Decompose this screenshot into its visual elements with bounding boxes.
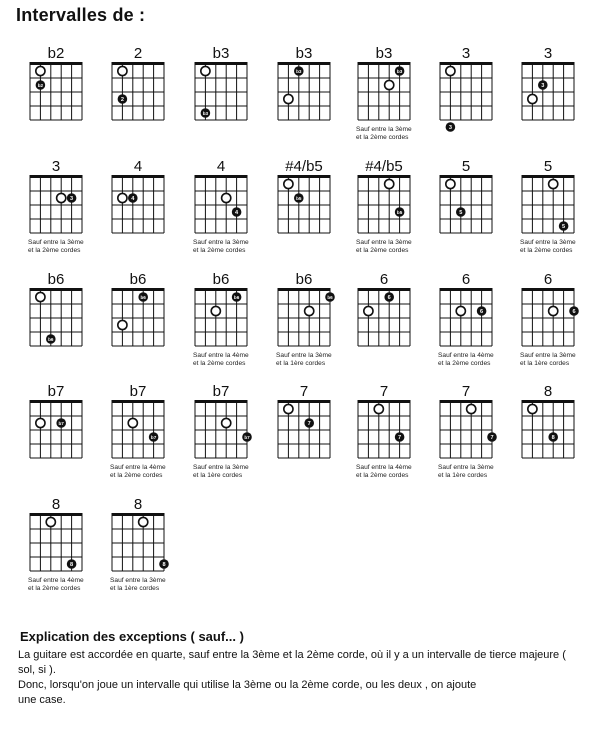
interval-note-marker	[569, 306, 579, 316]
root-note-marker	[118, 193, 127, 202]
interval-dot-label: 3	[541, 82, 545, 89]
interval-diagram	[110, 155, 190, 237]
exception-note: Sauf entre la 3ème	[438, 464, 494, 471]
interval-diagram	[520, 268, 600, 374]
root-note-marker	[446, 66, 455, 75]
root-note-marker	[128, 418, 137, 427]
exception-note: et la 2ème cordes	[520, 247, 573, 254]
root-note-marker	[284, 404, 293, 413]
interval-note-marker	[67, 559, 77, 569]
interval-label: 7	[299, 383, 309, 400]
root-note-marker	[118, 66, 127, 75]
root-note-marker	[211, 306, 220, 315]
root-note-marker	[305, 306, 314, 315]
interval-label: b6	[47, 271, 65, 288]
interval-dot-label: b3	[202, 110, 209, 116]
interval-diagram	[276, 268, 356, 374]
interval-label: b6	[129, 271, 147, 288]
interval-note-marker	[294, 193, 304, 203]
interval-diagram	[193, 42, 273, 124]
root-note-marker	[528, 404, 537, 413]
exception-note: Sauf entre la 3ème	[356, 126, 412, 133]
interval-diagram	[193, 268, 273, 374]
exception-note: et la 2ème cordes	[438, 360, 491, 367]
fretboard-svg	[28, 380, 108, 462]
root-note-marker	[467, 404, 476, 413]
interval-diagram	[28, 155, 108, 261]
exception-note: Sauf entre la 3ème	[110, 577, 166, 584]
interval-dot-label: b6	[233, 294, 240, 300]
fretboard-svg	[438, 155, 518, 237]
fretboard-svg	[356, 380, 436, 486]
fretboard-svg	[28, 42, 108, 124]
interval-label: 5	[543, 158, 553, 175]
nut	[278, 62, 331, 65]
interval-note-marker	[538, 80, 548, 90]
nut	[30, 513, 83, 516]
interval-diagram	[28, 493, 108, 599]
root-note-marker	[36, 66, 45, 75]
root-note-marker	[385, 179, 394, 188]
interval-note-marker	[201, 108, 211, 118]
interval-note-marker	[487, 432, 497, 442]
nut	[30, 288, 83, 291]
explanation-title: Explication des exceptions ( sauf... )	[20, 629, 244, 644]
exception-note: et la 1ère cordes	[276, 360, 326, 367]
interval-diagram	[276, 155, 356, 237]
interval-label: b3	[212, 45, 230, 62]
fretboard-svg	[520, 42, 600, 124]
nut	[112, 175, 165, 178]
interval-label: 2	[133, 45, 143, 62]
interval-dot-label: b6	[327, 294, 333, 300]
interval-label: 4	[133, 158, 143, 175]
interval-dot-label: 6	[572, 308, 576, 315]
interval-label: 6	[379, 271, 389, 288]
exception-note: Sauf entre la 4ème	[28, 577, 84, 584]
root-note-marker	[284, 179, 293, 188]
interval-dot-label: b6	[48, 336, 54, 342]
interval-label: b2	[47, 45, 65, 62]
interval-dot-label: 4	[235, 209, 239, 216]
interval-label: 3	[543, 45, 553, 62]
exception-note: Sauf entre la 3ème	[28, 239, 84, 246]
interval-label: 4	[216, 158, 226, 175]
interval-note-marker	[446, 122, 456, 132]
fretboard-svg	[520, 268, 600, 374]
root-note-marker	[36, 292, 45, 301]
interval-dot-label: b7	[244, 434, 250, 440]
fretboard-svg	[356, 42, 436, 148]
interval-dot-label: 8	[162, 561, 166, 568]
interval-diagram	[356, 380, 436, 486]
fretboard-svg	[356, 155, 436, 261]
nut	[195, 175, 248, 178]
interval-diagram	[110, 42, 190, 124]
explanation-text	[18, 648, 586, 708]
root-note-marker	[456, 306, 465, 315]
fretboard-svg	[520, 155, 600, 261]
interval-label: 5	[461, 158, 471, 175]
interval-dot-label: 2	[120, 96, 124, 103]
interval-diagram	[356, 268, 436, 350]
root-note-marker	[446, 179, 455, 188]
nut	[195, 62, 248, 65]
interval-label: b7	[47, 383, 65, 400]
interval-label: b6	[295, 271, 313, 288]
explanation-line: Donc, lorsqu'on joue un intervalle qui utilise la 3ème ou la 2ème corde, ou les deux , on ajoute	[18, 679, 477, 691]
interval-label: b6	[212, 271, 230, 288]
interval-note-marker	[559, 221, 569, 231]
exception-note: Sauf entre la 4ème	[110, 464, 166, 471]
explanation-line: une case.	[18, 694, 66, 706]
exception-note: et la 2ème cordes	[28, 247, 81, 254]
interval-diagram	[520, 380, 600, 462]
interval-note-marker	[56, 418, 66, 428]
exception-note: et la 1ère cordes	[520, 360, 570, 367]
nut	[522, 288, 575, 291]
nut	[358, 288, 411, 291]
interval-note-marker	[128, 193, 138, 203]
fretboard-svg	[28, 155, 108, 261]
exception-note: Sauf entre la 3ème	[356, 239, 412, 246]
fretboard-svg	[438, 268, 518, 374]
interval-label: 7	[461, 383, 471, 400]
interval-dot-label: b5	[296, 195, 302, 201]
nut	[112, 513, 165, 516]
interval-label: #4/b5	[285, 158, 323, 175]
interval-dot-label: 8	[70, 561, 74, 568]
interval-diagram	[520, 155, 600, 261]
root-note-marker	[549, 179, 558, 188]
interval-diagram	[438, 268, 518, 374]
interval-label: b3	[295, 45, 313, 62]
root-note-marker	[374, 404, 383, 413]
page-title: Intervalles de :	[16, 5, 146, 25]
interval-dot-label: 3	[448, 124, 452, 131]
interval-note-marker	[242, 432, 252, 442]
nut	[522, 175, 575, 178]
interval-diagram	[438, 42, 518, 131]
fretboard-svg	[276, 268, 356, 374]
fretboard-svg	[28, 268, 108, 350]
root-note-marker	[222, 418, 231, 427]
interval-note-marker	[46, 334, 56, 344]
interval-label: #4/b5	[365, 158, 403, 175]
interval-label: 6	[543, 271, 553, 288]
exception-note: et la 2ème cordes	[356, 472, 409, 479]
nut	[440, 400, 493, 403]
nut	[30, 175, 83, 178]
nut	[278, 288, 331, 291]
interval-dot-label: 7	[490, 434, 494, 441]
interval-diagram	[438, 380, 518, 486]
interval-note-marker	[149, 432, 159, 442]
root-note-marker	[118, 320, 127, 329]
exception-note: et la 1ère cordes	[193, 472, 243, 479]
exception-note: Sauf entre la 3ème	[193, 239, 249, 246]
interval-dot-label: b7	[58, 420, 64, 426]
root-note-marker	[528, 94, 537, 103]
interval-dot-label: b7	[150, 434, 157, 440]
nut	[522, 400, 575, 403]
interval-note-marker	[456, 207, 466, 217]
interval-dot-label: b6	[140, 294, 146, 300]
nut	[195, 400, 248, 403]
interval-note-marker	[548, 432, 558, 442]
interval-diagram	[110, 380, 190, 486]
interval-dot-label: b3	[296, 68, 302, 74]
nut	[440, 288, 493, 291]
interval-note-marker	[36, 80, 46, 90]
fretboard-svg	[110, 380, 190, 486]
exception-note: Sauf entre la 4ème	[193, 352, 249, 359]
interval-dot-label: 7	[307, 420, 311, 427]
interval-dot-label: b3	[396, 68, 403, 74]
nut	[112, 288, 165, 291]
exception-note: et la 2ème cordes	[193, 247, 246, 254]
fretboard-svg	[110, 268, 190, 350]
interval-label: 7	[379, 383, 389, 400]
exception-note: Sauf entre la 3ème	[193, 464, 249, 471]
nut	[440, 175, 493, 178]
exception-note: et la 2ème cordes	[356, 134, 409, 141]
root-note-marker	[46, 517, 55, 526]
fretboard-svg	[28, 493, 108, 599]
interval-note-marker	[118, 94, 128, 104]
explanation-line: La guitare est accordée en quarte, sauf entre la 3ème et la 2ème corde, où il y a un intervalle de tierce majeure (	[18, 649, 566, 661]
nut	[278, 175, 331, 178]
nut	[358, 175, 411, 178]
interval-label: 3	[51, 158, 61, 175]
exception-note: Sauf entre la 4ème	[438, 352, 494, 359]
fretboard-svg	[193, 268, 273, 374]
exception-note: et la 2ème cordes	[28, 585, 81, 592]
fretboard-svg	[193, 155, 273, 261]
fretboard-svg	[110, 155, 190, 237]
interval-note-marker	[67, 193, 77, 203]
interval-diagram	[276, 42, 356, 124]
interval-note-marker	[232, 292, 242, 302]
interval-dot-label: 8	[551, 434, 555, 441]
interval-note-marker	[138, 292, 148, 302]
root-note-marker	[139, 517, 148, 526]
interval-diagram	[276, 380, 356, 462]
fretboard-svg	[520, 380, 600, 462]
interval-note-marker	[325, 292, 335, 302]
nut	[358, 400, 411, 403]
root-note-marker	[222, 193, 231, 202]
interval-dot-label: 6	[480, 308, 484, 315]
root-note-marker	[284, 94, 293, 103]
interval-dot-label: b5	[396, 209, 403, 215]
nut	[30, 62, 83, 65]
interval-diagram	[28, 380, 108, 462]
interval-dot-label: 5	[562, 223, 566, 230]
interval-note-marker	[232, 207, 242, 217]
interval-label: b7	[129, 383, 147, 400]
fretboard-svg	[276, 380, 356, 462]
interval-note-marker	[384, 292, 394, 302]
nut	[358, 62, 411, 65]
exception-note: Sauf entre la 3ème	[520, 352, 576, 359]
interval-note-marker	[304, 418, 314, 428]
interval-note-marker	[159, 559, 169, 569]
interval-dot-label: 7	[398, 434, 402, 441]
nut	[30, 400, 83, 403]
root-note-marker	[549, 306, 558, 315]
fretboard-svg	[193, 380, 273, 486]
interval-dot-label: 3	[70, 195, 74, 202]
exception-note: Sauf entre la 3ème	[276, 352, 332, 359]
interval-dot-label: 6	[387, 294, 391, 301]
interval-diagram	[438, 155, 518, 237]
fretboard-svg	[356, 268, 436, 350]
nut	[112, 400, 165, 403]
root-note-marker	[201, 66, 210, 75]
interval-diagram	[356, 42, 436, 148]
interval-diagram	[28, 42, 108, 124]
nut	[440, 62, 493, 65]
fretboard-svg	[438, 42, 518, 131]
interval-note-marker	[395, 207, 405, 217]
root-note-marker	[57, 193, 66, 202]
interval-note-marker	[477, 306, 487, 316]
interval-label: 8	[51, 496, 61, 513]
interval-diagram	[110, 493, 190, 599]
fretboard-svg	[110, 42, 190, 124]
interval-diagram	[28, 268, 108, 350]
exception-note: et la 2ème cordes	[110, 472, 163, 479]
interval-diagram	[520, 42, 600, 124]
interval-dot-label: 4	[131, 195, 135, 202]
interval-label: 6	[461, 271, 471, 288]
interval-label: b3	[375, 45, 393, 62]
nut	[278, 400, 331, 403]
interval-dot-label: 5	[459, 209, 463, 216]
interval-diagram	[356, 155, 436, 261]
interval-label: 3	[461, 45, 471, 62]
root-note-marker	[385, 80, 394, 89]
exception-note: et la 1ère cordes	[438, 472, 488, 479]
interval-dot-label: b2	[37, 82, 44, 88]
nut	[522, 62, 575, 65]
interval-label: 8	[543, 383, 553, 400]
interval-diagram	[110, 268, 190, 350]
fretboard-svg	[110, 493, 190, 599]
exception-note: Sauf entre la 3ème	[520, 239, 576, 246]
interval-note-marker	[395, 432, 405, 442]
exception-note: et la 1ère cordes	[110, 585, 160, 592]
exception-note: Sauf entre la 4ème	[356, 464, 412, 471]
interval-diagram	[193, 380, 273, 486]
interval-note-marker	[395, 66, 405, 76]
interval-label: b7	[212, 383, 230, 400]
explanation-line: sol, si ).	[18, 664, 56, 676]
interval-note-marker	[294, 66, 304, 76]
fretboard-svg	[193, 42, 273, 124]
interval-label: 8	[133, 496, 143, 513]
root-note-marker	[364, 306, 373, 315]
fretboard-svg	[276, 42, 356, 124]
nut	[195, 288, 248, 291]
fretboard-svg	[276, 155, 356, 237]
nut	[112, 62, 165, 65]
exception-note: et la 2ème cordes	[193, 360, 246, 367]
fretboard-svg	[438, 380, 518, 486]
interval-diagram	[193, 155, 273, 261]
root-note-marker	[36, 418, 45, 427]
exception-note: et la 2ème cordes	[356, 247, 409, 254]
